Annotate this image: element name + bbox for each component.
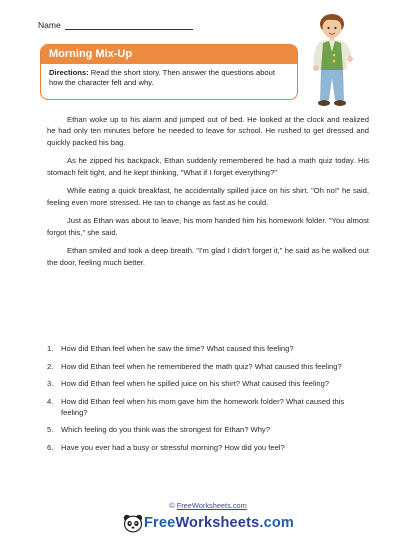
question-item <box>47 396 369 418</box>
question-text: Have you ever had a busy or stressful morning? How did you feel? <box>61 442 285 452</box>
question-number: 2. <box>47 361 54 371</box>
question-number: 3. <box>47 379 54 388</box>
story-paragraph: As he zipped his backpack, Ethan suddenly remembered he had a math quiz today. His stomach felt tight, and he kept thinking, "What if I forget everything?" <box>47 156 369 177</box>
question-item <box>47 343 369 354</box>
question-item <box>47 361 369 372</box>
boy-character-illustration <box>304 10 360 114</box>
question-text: How did Ethan feel when his mom gave him the homework folder? What caused this feeling? <box>61 396 345 417</box>
copyright-symbol: © <box>169 501 175 510</box>
name-field-row <box>38 20 193 30</box>
worksheet-title: Morning Mix-Up <box>41 45 297 64</box>
logo-wordmark <box>144 515 294 531</box>
directions-text: Read the short story. Then answer the questions about how the character felt and why. <box>49 68 275 87</box>
logo-worksheets: Worksheets <box>175 515 260 531</box>
question-text: How did Ethan feel when he spilled juice on his shirt? What caused this feeling? <box>61 379 330 388</box>
story-passage <box>47 114 369 275</box>
question-number: 6. <box>47 442 54 452</box>
question-text: How did Ethan feel when he remembered the math quiz? What caused this feeling? <box>61 361 342 371</box>
title-box <box>40 44 298 100</box>
story-paragraph: Ethan woke up to his alarm and jumped out of bed. He looked at the clock and realized he had only ten minutes before he needed to leave for school. He rushed to get dressed and quickly packed his bag. <box>47 115 369 147</box>
site-logo[interactable] <box>122 513 294 533</box>
question-text: How did Ethan feel when he saw the time? What caused this feeling? <box>61 344 294 353</box>
question-number: 1. <box>47 344 54 353</box>
story-paragraph: Ethan smiled and took a deep breath. "I'm glad I didn't forget it," he said as he walked out the door, feeling much better. <box>47 246 369 267</box>
question-text: Which feeling do you think was the strongest for Ethan? Why? <box>61 425 270 435</box>
footer-link[interactable]: FreeWorksheets.com <box>176 501 247 510</box>
question-item <box>47 442 369 453</box>
story-paragraph: Just as Ethan was about to leave, his mom handed him his homework folder. "You almost forgot this," she said. <box>47 216 369 237</box>
question-number: 4. <box>47 396 54 406</box>
question-list <box>47 343 369 459</box>
directions-label: Directions: <box>49 68 89 77</box>
directions <box>41 64 297 88</box>
footer-copyright <box>0 501 416 510</box>
logo-com: .com <box>259 515 295 531</box>
name-blank-line[interactable] <box>65 21 193 30</box>
question-item <box>47 424 369 435</box>
name-label: Name <box>38 20 61 30</box>
question-item <box>47 378 369 389</box>
story-paragraph: While eating a quick breakfast, he accidentally spilled juice on his shirt. "Oh no!" he said, feeling even more stressed. He ran to change as fast as he could. <box>47 186 369 207</box>
question-number: 5. <box>47 425 54 435</box>
logo-free: Free <box>144 515 176 531</box>
panda-logo-icon <box>122 513 144 533</box>
